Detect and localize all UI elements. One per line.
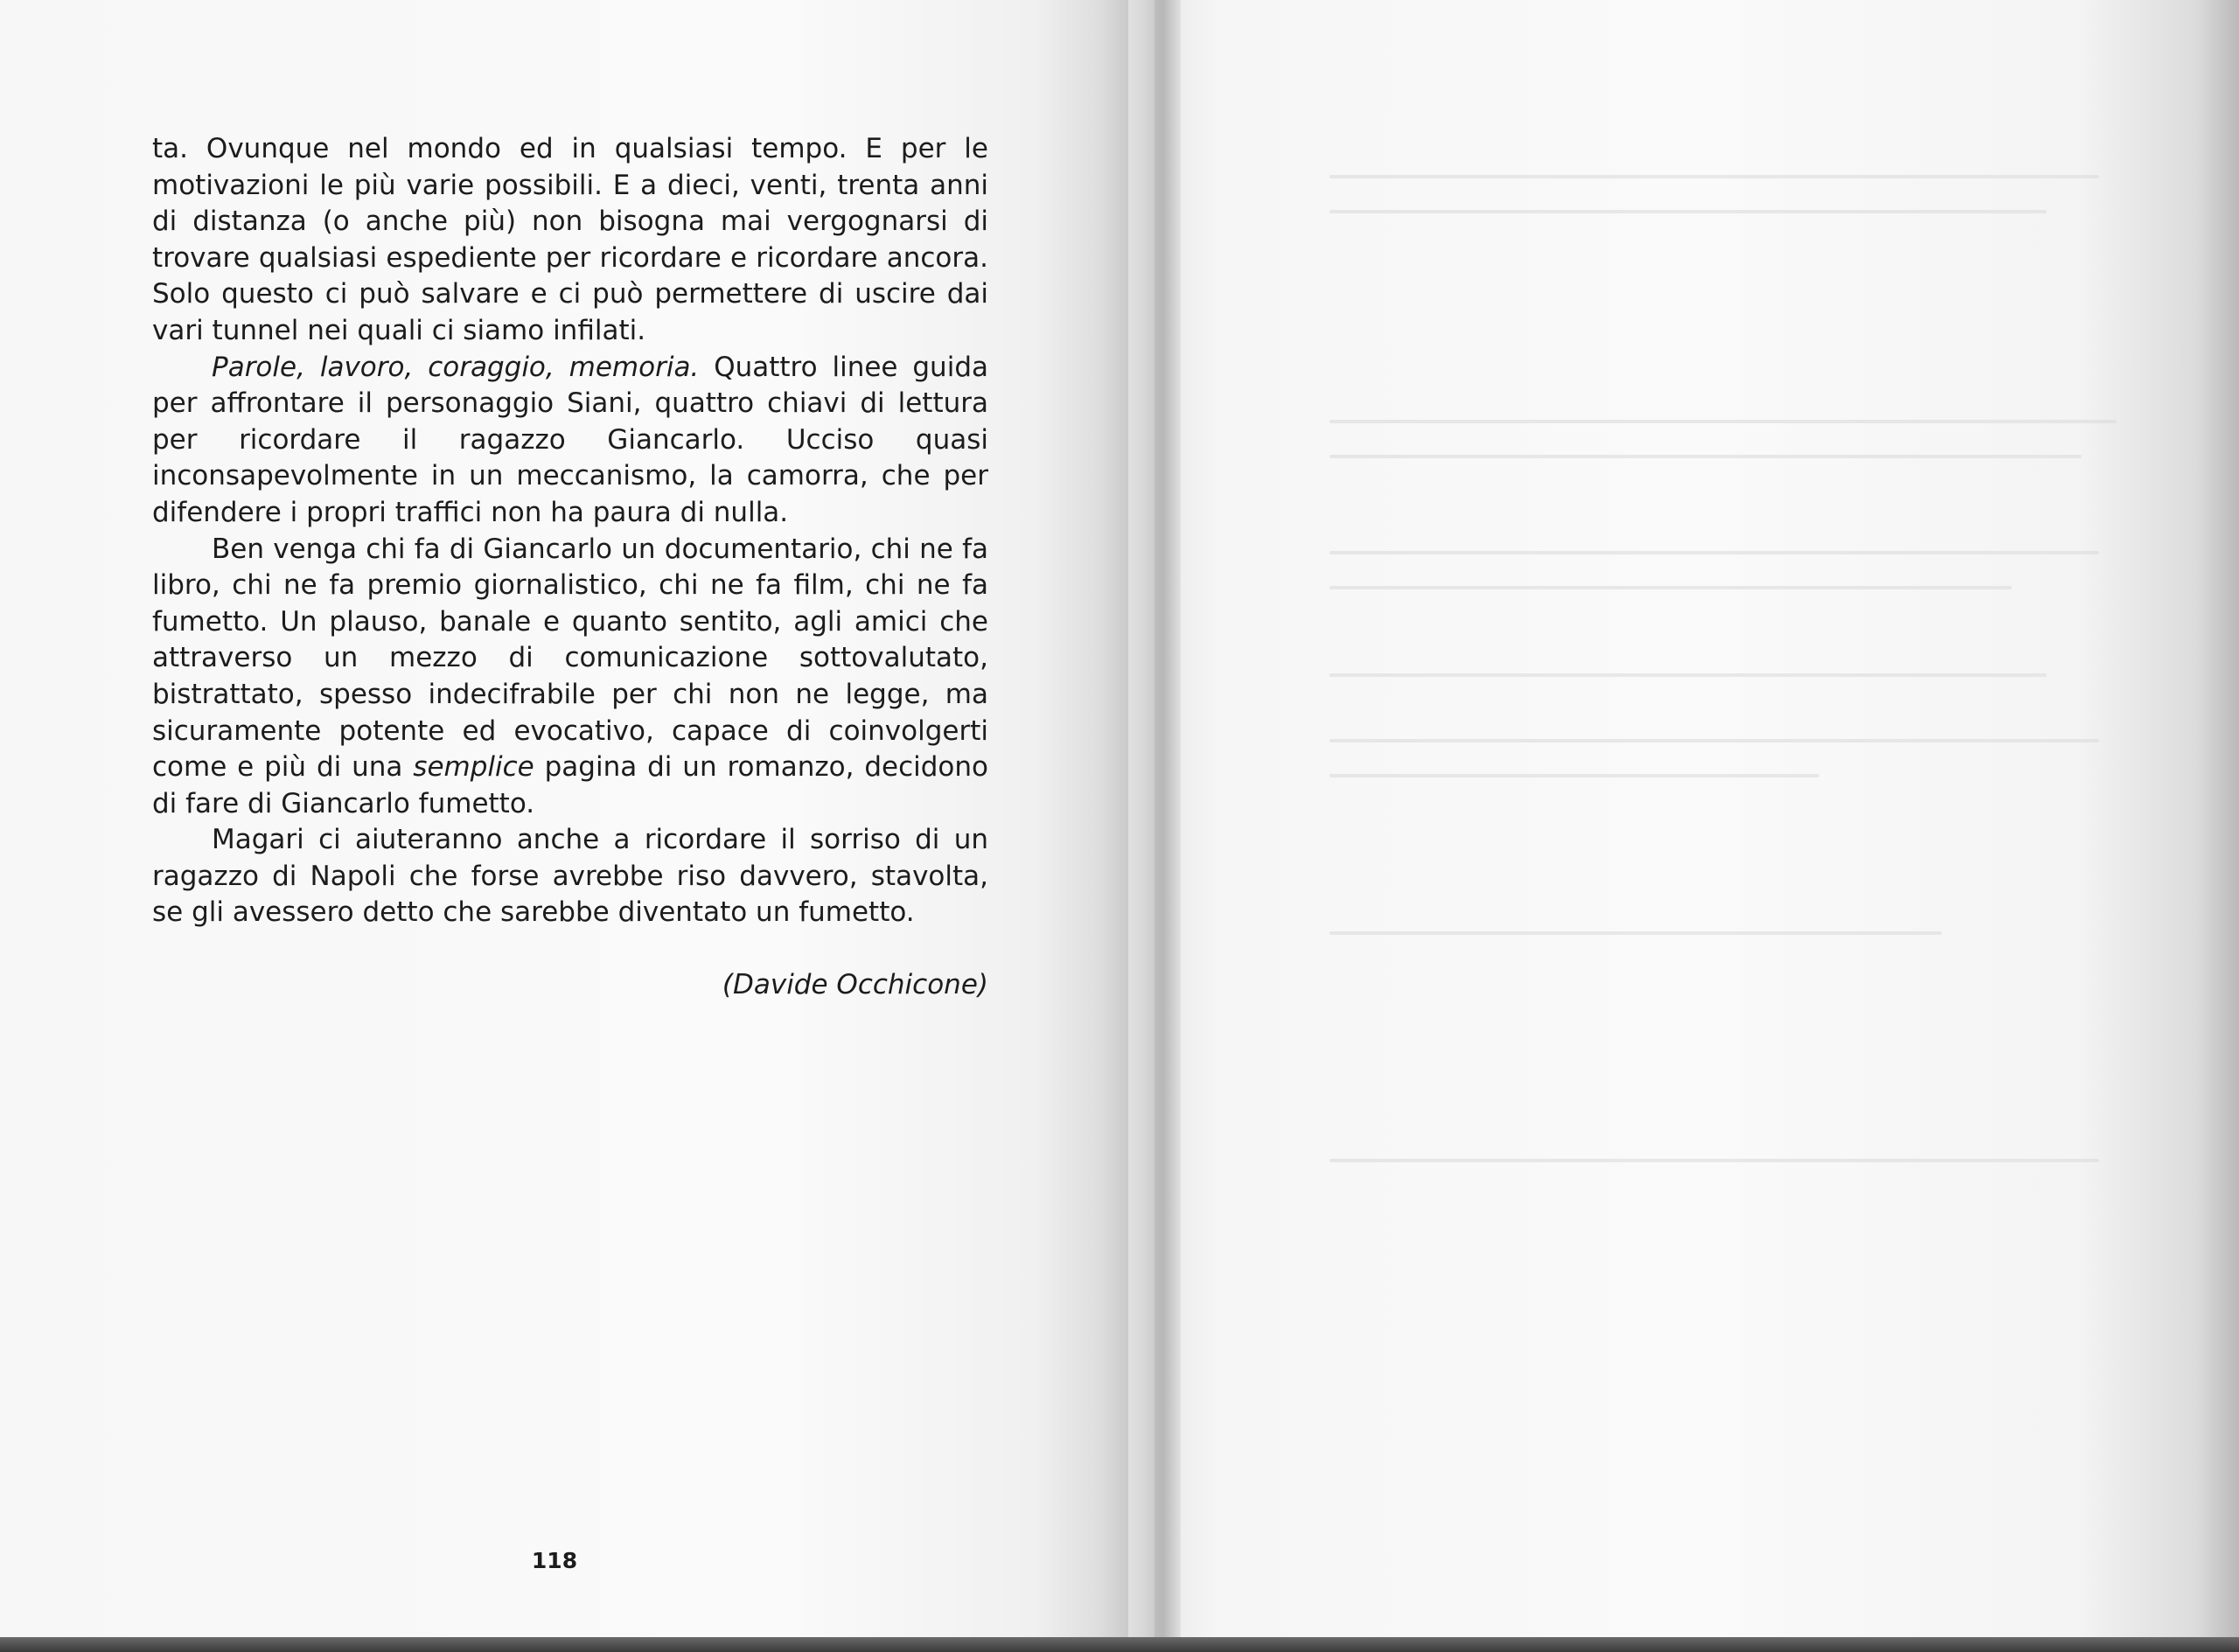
bleed-through-line xyxy=(1329,586,2012,589)
bleed-through-line xyxy=(1329,551,2099,554)
paragraph-2-text: Quattro linee guida per affrontare il personaggio Siani, quattro chiavi di lettura per ricordare il ragazzo Giancarlo. Ucciso quasi inconsapevolmente in un meccanismo, la camorra, che per difendere i propri traffici non ha paura di nulla. xyxy=(152,351,988,528)
bleed-through-line xyxy=(1329,455,2082,458)
paragraph-1: ta. Ovunque nel mondo ed in qualsiasi tempo. E per le motivazioni le più varie possibili. E a dieci, venti, trenta anni di distanza (o anche più) non bisogna mai vergognarsi di trovare qualsiasi espediente per ricordare e ricordare ancora. Solo questo ci può salvare e ci può permettere di uscire dai vari tunnel nei quali ci siamo infilati. xyxy=(152,133,988,346)
book-gutter-shadow xyxy=(1032,0,1181,1637)
paragraph-2-italic-lead: Parole, lavoro, coraggio, memoria. xyxy=(212,351,700,383)
paragraph-3-italic-word: semplice xyxy=(413,751,534,784)
bleed-through-line xyxy=(1329,1159,2099,1162)
bleed-through-line xyxy=(1329,175,2099,178)
paragraph-3 xyxy=(152,532,988,823)
paragraph-3-text-after: pagina di un romanzo, decidono di fare di Giancarlo fumetto. xyxy=(152,751,988,819)
author-signature: (Davide Occhicone) xyxy=(722,969,988,1001)
paragraph-3-text-before: Ben venga chi fa di Giancarlo un documentario, chi ne fa libro, chi ne fa premio giornalistico, chi ne fa film, chi ne fa fumetto. Un plauso, banale e quanto sentito, agli amici che attraverso un mezzo di comunicazione sottovalutato, bistrattato, spesso indecifrabile per chi non ne legge, ma sicuramente potente ed evocativo, capace di coinvolgerti come e più di una xyxy=(152,533,988,784)
bleed-through-line xyxy=(1329,210,2047,213)
bleed-through-line xyxy=(1329,774,1819,777)
bleed-through-line xyxy=(1329,673,2047,677)
left-page xyxy=(0,0,1128,1637)
scanner-edge xyxy=(0,1637,2239,1652)
right-page xyxy=(1154,0,2239,1637)
page-number: 118 xyxy=(531,1548,578,1573)
paragraph-4: Magari ci aiuteranno anche a ricordare il sorriso di un ragazzo di Napoli che forse avrebbe riso davvero, stavolta, se gli avessero detto che sarebbe diventato un fumetto. xyxy=(152,824,988,929)
bleed-through-line xyxy=(1329,931,1942,935)
bleed-through-line xyxy=(1329,420,2117,423)
paragraph-2 xyxy=(152,350,988,532)
bleed-through-line xyxy=(1329,739,2099,742)
body-text xyxy=(152,131,988,1004)
